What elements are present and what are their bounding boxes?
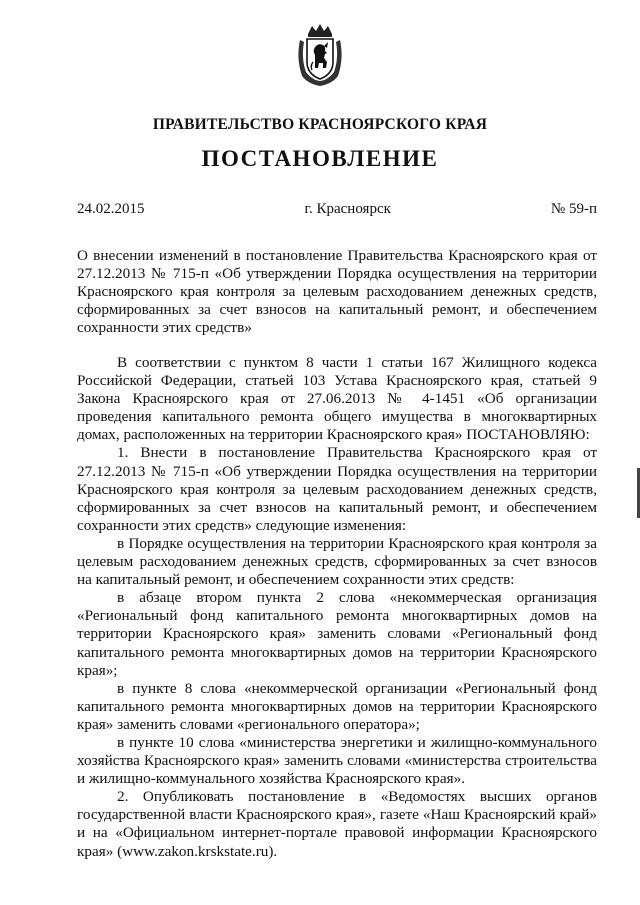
document-subject: О внесении изменений в постановление Правительства Красноярского края от 27.12.2013 № 715-п «Об утверждении Порядка осуществления на территории Красноярского края контроля за целевым расходованием денежных средств, сформированных за счет взносов на капитальный ремонт, и обеспечением сохранности этих средств» (77, 247, 597, 336)
government-name: ПРАВИТЕЛЬСТВО КРАСНОЯРСКОГО КРАЯ (152, 116, 488, 133)
body-paragraph: 1. Внести в постановление Правительства Красноярского края от 27.12.2013 № 715-п «Об утверждении Порядка осуществления на территории Красноярского края контроля за целевым расходованием денежных средств, сформированных за счет взносов на капитальный ремонт, и обеспечением сохранности этих средств» следующие изменения: (77, 444, 597, 534)
body-paragraph: в абзаце втором пункта 2 слова «некоммерческая организация «Региональный фонд капитального ремонта многоквартирных домов на территории Красноярского края» заменить словами «Региональный фонд капитального ремонта многоквартирных домов на территории Красноярского края»; (77, 589, 597, 679)
document-city: г. Красноярск (304, 201, 391, 217)
document-date: 24.02.2015 (77, 201, 145, 217)
document-meta-row (77, 201, 597, 218)
body-paragraph: в пункте 10 слова «министерства энергетики и жилищно-коммунального хозяйства Красноярского края» заменить словами «министерства строительства и жилищно-коммунального хозяйства Красноярского края». (77, 733, 597, 788)
body-paragraph: в Порядке осуществления на территории Красноярского края контроля за целевым расходованием денежных средств, сформированных за счет взносов на капитальный ремонт, и обеспечением сохранности этих средств: (77, 534, 597, 589)
body-paragraph: 2. Опубликовать постановление в «Ведомостях высших органов государственной власти Красноярского края», газете «Наш Красноярский край» и на «Официальном интернет-портале правовой информации Красноярского края» (www.zakon.krskstate.ru). (77, 788, 597, 860)
document-type-title: ПОСТАНОВЛЕНИЕ (201, 146, 439, 171)
document-body (77, 354, 597, 861)
body-paragraph: В соответствии с пунктом 8 части 1 статьи 167 Жилищного кодекса Российской Федерации, статьей 103 Устава Красноярского края, статьей 9 Закона Красноярского края от 27.06.2013 № 4-1451 «Об организации проведения капитального ремонта общего имущества в многоквартирных домах, расположенных на территории Красноярского края» ПОСТАНОВЛЯЮ: (77, 354, 597, 444)
coat-of-arms-icon (294, 22, 346, 88)
body-paragraph: в пункте 8 слова «некоммерческой организации «Региональный фонд капитального ремонта многоквартирных домов на территории Красноярского края» заменить словами «регионального оператора»; (77, 679, 597, 733)
document-number: № 59-п (550, 201, 597, 217)
